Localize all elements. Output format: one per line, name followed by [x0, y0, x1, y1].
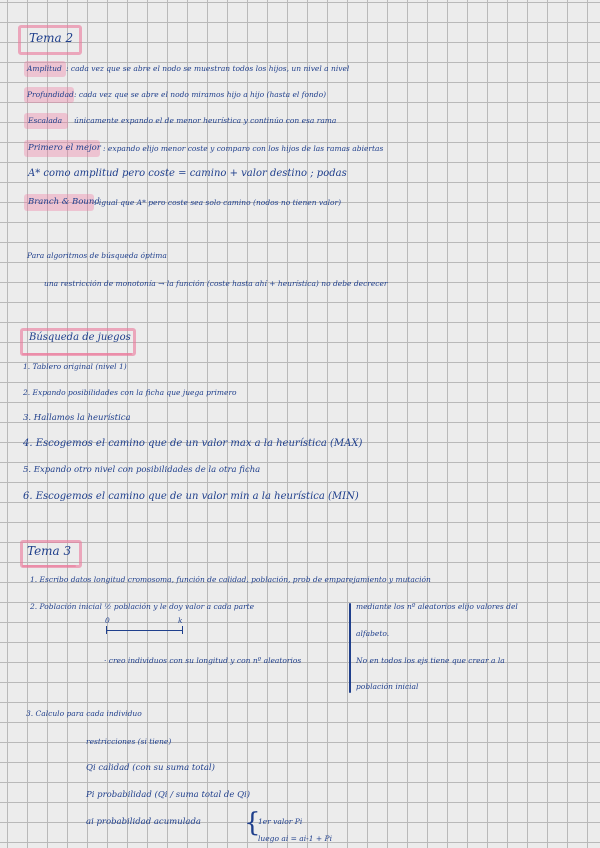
- amplitud-term: Amplitud: [27, 64, 62, 73]
- acumulada-right-1: 1er valor Pi: [258, 817, 303, 826]
- calidad-line: Qi calidad (con su suma total): [86, 763, 215, 773]
- juegos-step-4: 4. Escogemos el camino que de un valor max a la heurística (MAX): [23, 438, 363, 449]
- primero-mejor-text: : expando elijo menor coste y comparo con los hijos de las ramas abiertas: [103, 144, 384, 153]
- juegos-step-1: 1. Tablero original (nivel 1): [23, 362, 127, 371]
- juegos-step-6: 6. Escogemos el camino que de un valor min a la heurística (MIN): [23, 491, 359, 502]
- tema3-step-2: 2. Población inicial ½ población y le doy valor a cada parte: [30, 602, 255, 611]
- step2-right-2: alfabeto.: [356, 629, 390, 638]
- probabilidad-line: Pi probabilidad (Qi / suma total de Qi): [86, 790, 251, 800]
- range-k-label: k: [178, 616, 183, 625]
- tema3-step-1: 1. Escribo datos longitud cromosoma, función de calidad, población, prob de emparejamiento y mutación: [30, 575, 431, 584]
- a-star-line: A* como amplitud pero coste = camino + valor destino ; podas: [28, 168, 347, 179]
- juegos-title-underline: [22, 353, 132, 355]
- escalada-term: Escalada: [28, 116, 63, 125]
- juegos-step-5: 5. Expando otro nivel con posibilidades de la otra ficha: [23, 465, 261, 475]
- step2-right-3: No en todos los ejs tiene que crear a la: [356, 656, 505, 665]
- tema3-title-underline: [22, 565, 76, 567]
- branch-bound-term: Branch & Bound: [28, 197, 100, 207]
- step2-right-1: mediante los nº aleatorios elijo valores del: [356, 602, 518, 611]
- optimos-title: Para algoritmos de búsqueda óptima: [27, 251, 167, 260]
- tema3-step-3: 3. Calculo para cada individuo: [26, 709, 142, 718]
- step2-right-bar: [349, 603, 351, 693]
- acumulada-right-2: luego ai = ai-1 + Pi: [258, 834, 332, 843]
- juegos-step-2: 2. Expando posibilidades con la ficha que juega primero: [23, 388, 237, 397]
- profundidad-term: Profundidad: [27, 90, 74, 99]
- optimos-text: una restricción de monotonía → la función (coste hasta ahí + heurística) no debe decrecer: [44, 279, 388, 288]
- escalada-text: únicamente expando el de menor heurística y continúo con esa rama: [74, 116, 337, 125]
- juegos-step-3: 3. Hallamos la heurística: [23, 413, 131, 423]
- step2-right-4: población inicial: [356, 682, 419, 691]
- acumulada-line: ai probabilidad acumulada: [86, 817, 201, 827]
- tema2-title: Tema 2: [29, 31, 74, 45]
- range-tick-left: [106, 626, 107, 634]
- acumulada-brace: {: [244, 808, 261, 838]
- juegos-title: Búsqueda de juegos: [29, 332, 131, 343]
- range-zero-label: 0: [105, 616, 110, 625]
- tema3-title: Tema 3: [27, 544, 72, 558]
- range-line: [106, 630, 182, 631]
- restricciones-line: restricciones (si tiene): [86, 737, 172, 746]
- profundidad-text: : cada vez que se abre el nodo miramos hijo a hijo (hasta el fondo): [74, 90, 327, 99]
- branch-bound-text: : igual que A* pero coste sea solo camino (nodos no tienen valor): [94, 198, 342, 207]
- primero-mejor-term: Primero el mejor: [28, 143, 101, 153]
- range-tick-right: [182, 626, 183, 634]
- tema3-step-2-sub: · creo individuos con su longitud y con nº aleatorios: [104, 656, 302, 665]
- amplitud-text: : cada vez que se abre el nodo se muestran todos los hijos, un nivel a nivel: [66, 64, 350, 73]
